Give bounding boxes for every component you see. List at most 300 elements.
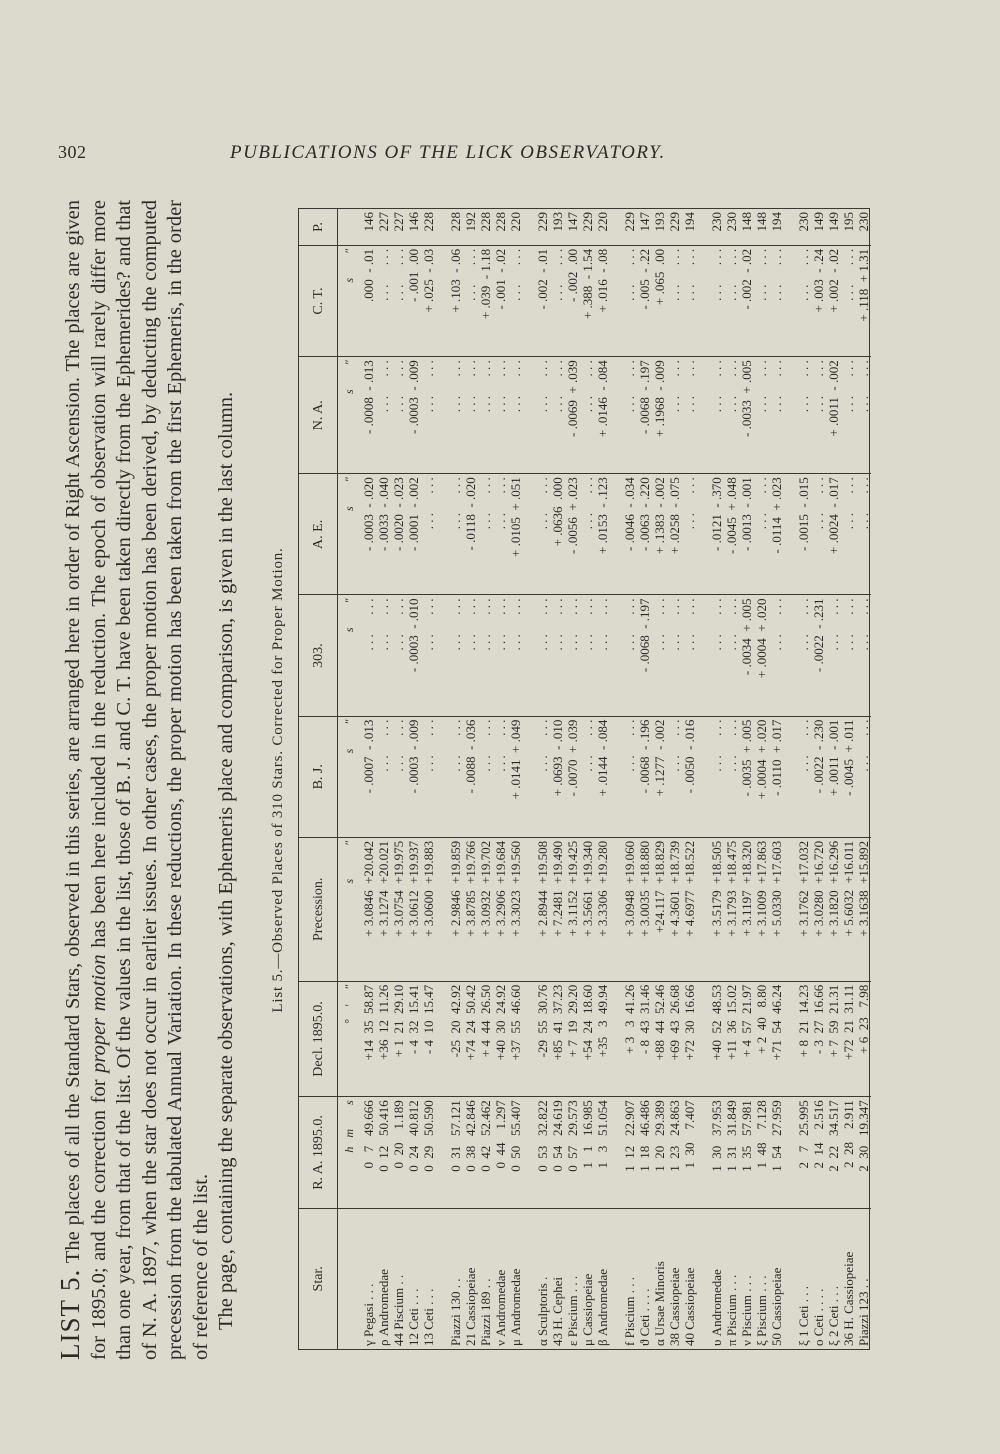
value-cell: . . . . . . bbox=[361, 595, 376, 716]
value-cell: + .0004 + .020 bbox=[754, 716, 769, 837]
star-table-frame bbox=[298, 208, 870, 1350]
column-header: A. E. bbox=[299, 474, 338, 595]
value-cell: - .0033 - .040 bbox=[376, 474, 391, 595]
value-cell: + 3 3 41.26 bbox=[610, 981, 637, 1096]
intro-text-a: The places of all the Standard Stars, observed in this series, are arranged here in order of Right Ascension. The places are given for 1895.0; and the correction for bbox=[62, 200, 110, 1360]
value-cell: . . . . . . bbox=[667, 595, 682, 716]
value-cell: +54 24 18.60 bbox=[580, 981, 595, 1096]
value-cell: 2 28 2.911 bbox=[841, 1097, 856, 1208]
value-cell: + 7 59 21.31 bbox=[826, 981, 841, 1096]
value-cell: 1 48 7.128 bbox=[754, 1097, 769, 1208]
value-cell: 1 30 7.407 bbox=[682, 1097, 697, 1208]
value-cell: + 3.0035 +18.880 bbox=[637, 837, 652, 981]
value-cell: 0 42 52.462 bbox=[478, 1097, 493, 1208]
table-row bbox=[667, 209, 682, 1349]
value-cell: 0 7 49.666 bbox=[361, 1097, 376, 1208]
value-cell: - .002 - .02 bbox=[739, 245, 754, 356]
table-row bbox=[739, 209, 754, 1349]
table-header-row bbox=[299, 209, 338, 1349]
value-cell: - .002 .00 bbox=[565, 245, 580, 356]
value-cell: + 6 23 7.98 bbox=[856, 981, 871, 1096]
value-cell: 0 38 42.846 bbox=[463, 1097, 478, 1208]
value-cell: 230 bbox=[796, 212, 811, 232]
value-cell: - .0068 - .196 bbox=[637, 716, 652, 837]
intro-emphasis: proper motion bbox=[87, 954, 110, 1073]
value-cell: - 4 10 15.47 bbox=[421, 981, 436, 1096]
table-body bbox=[338, 209, 872, 1349]
column-header: C. T. bbox=[299, 245, 338, 356]
value-cell: . . . . . . bbox=[436, 357, 463, 474]
table-row bbox=[391, 209, 406, 1349]
value-cell: + 3.2906 +19.684 bbox=[493, 837, 508, 981]
table-row bbox=[421, 209, 436, 1349]
unit-cell: s ″ bbox=[338, 716, 362, 837]
value-cell: 0 31 57.121 bbox=[436, 1097, 463, 1208]
value-cell: + .065 .00 bbox=[652, 245, 667, 356]
value-cell: - .0003 - .009 bbox=[406, 357, 421, 474]
table-row bbox=[811, 209, 826, 1349]
value-cell: +74 24 50.42 bbox=[463, 981, 478, 1096]
unit-cell bbox=[338, 209, 362, 245]
value-cell: . . . . . . bbox=[523, 595, 550, 716]
column-header: Precession. bbox=[299, 837, 338, 981]
rotated-page-content bbox=[50, 180, 880, 1380]
value-cell: + .1968 - .009 bbox=[652, 357, 667, 474]
star-name-cell: μ Andromedae bbox=[508, 1208, 523, 1349]
value-cell: . . . . . . bbox=[421, 716, 436, 837]
value-cell: + 7 19 29.20 bbox=[565, 981, 580, 1096]
value-cell: + 2.9846 +19.859 bbox=[436, 837, 463, 981]
value-cell: - .002 - .01 bbox=[523, 245, 550, 356]
value-cell: + .0141 + .049 bbox=[508, 716, 523, 837]
value-cell: +69 43 26.68 bbox=[667, 981, 682, 1096]
value-cell: + .0105 + .051 bbox=[508, 474, 523, 595]
value-cell: - .0068 - .197 bbox=[637, 595, 652, 716]
list-lead: LIST 5. bbox=[55, 1268, 85, 1360]
star-name-cell: 40 Cassiopeiae bbox=[682, 1208, 697, 1349]
column-header: R. A. 1895.0. bbox=[299, 1097, 338, 1208]
value-cell: . . . . . . bbox=[463, 595, 478, 716]
table-row bbox=[376, 209, 391, 1349]
unit-cell: s ″ bbox=[338, 245, 362, 356]
value-cell: 0 29 50.590 bbox=[421, 1097, 436, 1208]
value-cell: + .118 + 1.31 bbox=[856, 245, 871, 356]
value-cell: . . . . . . bbox=[376, 245, 391, 356]
value-cell: . . . . . . bbox=[856, 357, 871, 474]
value-cell: - .0045 + .048 bbox=[724, 474, 739, 595]
value-cell: 0 54 24.619 bbox=[550, 1097, 565, 1208]
running-head: PUBLICATIONS OF THE LICK OBSERVATORY. bbox=[230, 142, 666, 163]
value-cell: . . . . . . bbox=[550, 595, 565, 716]
value-cell: 228 bbox=[478, 212, 493, 232]
value-cell: - .0056 + .023 bbox=[565, 474, 580, 595]
value-cell: . . . . . . bbox=[856, 474, 871, 595]
table-caption: List 5.—Observed Places of 310 Stars. Corrected for Proper Motion. bbox=[270, 547, 286, 1013]
value-cell: . . . . . . bbox=[724, 245, 739, 356]
star-name-cell: Piazzi 123 . . bbox=[856, 1208, 871, 1349]
value-cell: . . . . . . bbox=[478, 474, 493, 595]
intro-text-b: has been here included in the reduction. The epoch of observation will rarely differ more than one year, from that of the list. Of the values in the list, those of B. J. and C. T. have been taken directly from the Ephemerides? and that of N. A. 1897, when the star does not occur in earlier issues. In other cases, the proper motion has been derived, by deducting the computed precession from the tabulated Annual Variation. In these reductions, the proper motion has been taken from the first Ephemeris, in the order of reference of the list. bbox=[87, 200, 212, 1360]
value-cell: . . . . . . bbox=[463, 245, 478, 356]
value-cell: . . . . . . bbox=[841, 357, 856, 474]
value-cell: . . . . . . bbox=[784, 357, 811, 474]
page-number: 302 bbox=[58, 142, 87, 162]
value-cell: 230 bbox=[709, 212, 724, 232]
star-name-cell: ρ Andromedae bbox=[376, 1208, 391, 1349]
star-name-cell: 44 Piscium . . bbox=[391, 1208, 406, 1349]
value-cell: + .103 - .06 bbox=[436, 245, 463, 356]
star-name-cell: α Sculptoris . bbox=[523, 1208, 550, 1349]
value-cell: + .002 - .02 bbox=[826, 245, 841, 356]
value-cell: . . . . . . bbox=[508, 245, 523, 356]
table-row bbox=[610, 209, 637, 1349]
value-cell: +36 12 11.26 bbox=[376, 981, 391, 1096]
value-cell: . . . . . . bbox=[784, 245, 811, 356]
value-cell: . . . . . . bbox=[697, 245, 724, 356]
unit-cell: h m s bbox=[338, 1097, 362, 1208]
value-cell: . . . . . . bbox=[697, 357, 724, 474]
units-row bbox=[338, 209, 362, 1349]
table-row bbox=[508, 209, 523, 1349]
value-cell: . . . . . . bbox=[421, 595, 436, 716]
value-cell: . . . . . . bbox=[391, 595, 406, 716]
value-cell: . . . . . . bbox=[580, 474, 595, 595]
value-cell: . . . . . . bbox=[769, 595, 784, 716]
value-cell: 193 bbox=[550, 212, 565, 232]
value-cell: . . . . . . bbox=[523, 716, 550, 837]
column-header: Decl. 1895.0. bbox=[299, 981, 338, 1096]
value-cell: + 3.3023 +19.560 bbox=[508, 837, 523, 981]
value-cell: . . . . . . bbox=[436, 595, 463, 716]
value-cell: + 4.6977 +18.522 bbox=[682, 837, 697, 981]
star-name-cell: ξ 1 Ceti . . . bbox=[784, 1208, 811, 1349]
star-name-cell: 36 H. Cassiopeiae bbox=[841, 1208, 856, 1349]
table-row bbox=[856, 209, 871, 1349]
star-name-cell: ν Piscium . . . bbox=[739, 1208, 754, 1349]
value-cell: +40 52 48.53 bbox=[697, 981, 724, 1096]
value-cell: . . . . . . bbox=[610, 716, 637, 837]
value-cell: - .0034 + .005 bbox=[739, 595, 754, 716]
value-cell: . . . . . . bbox=[580, 595, 595, 716]
value-cell: - .0068 - .197 bbox=[637, 357, 652, 474]
value-cell: . . . . . . bbox=[754, 357, 769, 474]
value-cell: + 3.3306 +19.280 bbox=[595, 837, 610, 981]
value-cell: + .1383 - .002 bbox=[652, 474, 667, 595]
value-cell: +85 41 37.23 bbox=[550, 981, 565, 1096]
value-cell: . . . . . . bbox=[550, 245, 565, 356]
star-name-cell: ο Ceti . . . . bbox=[811, 1208, 826, 1349]
value-cell: + 3.0754 +19.975 bbox=[391, 837, 406, 981]
value-cell: 0 12 50.416 bbox=[376, 1097, 391, 1208]
value-cell: . . . . . . bbox=[697, 716, 724, 837]
value-cell: + .1277 - .002 bbox=[652, 716, 667, 837]
star-name-cell: ϑ Ceti . . . . bbox=[637, 1208, 652, 1349]
value-cell: . . . . . . bbox=[841, 474, 856, 595]
value-cell: . . . . . . bbox=[826, 595, 841, 716]
value-cell: 2 30 19.347 bbox=[856, 1097, 871, 1208]
table-row bbox=[550, 209, 565, 1349]
value-cell: 228 bbox=[421, 212, 436, 232]
value-cell: . . . . . . bbox=[856, 716, 871, 837]
value-cell: . . . . . . bbox=[595, 595, 610, 716]
value-cell: . . . . . . bbox=[376, 357, 391, 474]
value-cell: . . . . . . bbox=[724, 595, 739, 716]
value-cell: + .0144 - .084 bbox=[595, 716, 610, 837]
value-cell: + .0146 - .084 bbox=[595, 357, 610, 474]
table-row bbox=[637, 209, 652, 1349]
value-cell: 193 bbox=[652, 212, 667, 232]
value-cell: + 5.6032 +16.011 bbox=[841, 837, 856, 981]
value-cell: + 3.5661 +19.340 bbox=[580, 837, 595, 981]
star-name-cell: ξ 2 Ceti . . . bbox=[826, 1208, 841, 1349]
value-cell: - .0020 - .023 bbox=[391, 474, 406, 595]
star-name-cell: 43 H. Cephei bbox=[550, 1208, 565, 1349]
value-cell: . . . . . . bbox=[391, 357, 406, 474]
value-cell: 2 22 34.517 bbox=[826, 1097, 841, 1208]
value-cell: -29 55 30.76 bbox=[523, 981, 550, 1096]
unit-cell: s ″ bbox=[338, 357, 362, 474]
value-cell: . . . . . . bbox=[682, 474, 697, 595]
table-row bbox=[436, 209, 463, 1349]
value-cell: + 3.1197 +18.320 bbox=[739, 837, 754, 981]
value-cell: . . . . . . bbox=[376, 716, 391, 837]
table-row bbox=[682, 209, 697, 1349]
value-cell: . . . . . . bbox=[580, 357, 595, 474]
value-cell: 227 bbox=[376, 212, 391, 232]
value-cell: 1 31 31.849 bbox=[724, 1097, 739, 1208]
value-cell: - .0069 + .039 bbox=[565, 357, 580, 474]
value-cell: . . . . . . bbox=[478, 357, 493, 474]
value-cell: 149 bbox=[826, 212, 841, 232]
value-cell: . . . . . . bbox=[550, 357, 565, 474]
unit-cell: s ″ bbox=[338, 837, 362, 981]
table-row bbox=[580, 209, 595, 1349]
value-cell: 0 50 55.407 bbox=[508, 1097, 523, 1208]
value-cell: 0 24 40.812 bbox=[406, 1097, 421, 1208]
value-cell: + 3.1793 +18.475 bbox=[724, 837, 739, 981]
value-cell: + 2.8944 +19.508 bbox=[523, 837, 550, 981]
table-row bbox=[595, 209, 610, 1349]
value-cell: . . . . . . bbox=[811, 474, 826, 595]
value-cell: + 3.0948 +19.060 bbox=[610, 837, 637, 981]
value-cell: - .0022 - .230 bbox=[811, 716, 826, 837]
value-cell: +72 30 16.66 bbox=[682, 981, 697, 1096]
value-cell: 230 bbox=[856, 212, 871, 232]
value-cell: 192 bbox=[463, 212, 478, 232]
value-cell: . . . . . . bbox=[652, 595, 667, 716]
value-cell: +71 54 46.24 bbox=[769, 981, 784, 1096]
value-cell: 0 20 1.189 bbox=[391, 1097, 406, 1208]
value-cell: + 8 21 14.23 bbox=[784, 981, 811, 1096]
value-cell: + 2 40 8.80 bbox=[754, 981, 769, 1096]
value-cell: 228 bbox=[448, 212, 463, 232]
value-cell: . . . . . . bbox=[682, 595, 697, 716]
table-row bbox=[754, 209, 769, 1349]
value-cell: +72 21 31.11 bbox=[841, 981, 856, 1096]
value-cell: . . . . . . bbox=[493, 595, 508, 716]
value-cell: - .0088 - .036 bbox=[463, 716, 478, 837]
value-cell: 148 bbox=[754, 212, 769, 232]
value-cell: 146 bbox=[406, 212, 421, 232]
value-cell: 229 bbox=[535, 212, 550, 232]
value-cell: - .001 .00 bbox=[406, 245, 421, 356]
value-cell: +37 55 46.60 bbox=[508, 981, 523, 1096]
value-cell: + 3.5179 +18.505 bbox=[697, 837, 724, 981]
value-cell: . . . . . . bbox=[493, 357, 508, 474]
value-cell: + 3.1274 +20.021 bbox=[376, 837, 391, 981]
value-cell: - .0013 - .001 bbox=[739, 474, 754, 595]
value-cell: . . . . . . bbox=[784, 716, 811, 837]
value-cell: . . . . . . bbox=[523, 357, 550, 474]
value-cell: - .0007 - .013 bbox=[361, 716, 376, 837]
value-cell: 1 54 27.959 bbox=[769, 1097, 784, 1208]
value-cell: - .0118 - .020 bbox=[463, 474, 478, 595]
value-cell: +24.117 +18.829 bbox=[652, 837, 667, 981]
unit-cell: s ″ bbox=[338, 474, 362, 595]
value-cell: 230 bbox=[724, 212, 739, 232]
value-cell: - .0022 - .231 bbox=[811, 595, 826, 716]
unit-cell bbox=[338, 1208, 362, 1349]
value-cell: . . . . . . bbox=[667, 716, 682, 837]
value-cell: 227 bbox=[391, 212, 406, 232]
star-name-cell: 12 Ceti . . . bbox=[406, 1208, 421, 1349]
value-cell: 229 bbox=[622, 212, 637, 232]
column-header: P. bbox=[299, 209, 338, 245]
value-cell: . . . . . . bbox=[784, 595, 811, 716]
star-name-cell: 21 Cassiopeiae bbox=[463, 1208, 478, 1349]
value-cell: . . . . . . bbox=[841, 245, 856, 356]
table-row bbox=[769, 209, 784, 1349]
value-cell: 147 bbox=[565, 212, 580, 232]
value-cell: - .0033 + .005 bbox=[739, 357, 754, 474]
value-cell: - .0110 + .017 bbox=[769, 716, 784, 837]
value-cell: +35 3 49.94 bbox=[595, 981, 610, 1096]
value-cell: -25 20 42.92 bbox=[436, 981, 463, 1096]
star-name-cell: Piazzi 130 . . bbox=[436, 1208, 463, 1349]
value-cell: + .0024 - .017 bbox=[826, 474, 841, 595]
table-row bbox=[478, 209, 493, 1349]
value-cell: - .0070 + .039 bbox=[565, 716, 580, 837]
value-cell: 195 bbox=[841, 212, 856, 232]
star-name-cell: ε Piscium . . . bbox=[565, 1208, 580, 1349]
value-cell: + .003 - .24 bbox=[811, 245, 826, 356]
value-cell: + 3.1762 +17.032 bbox=[784, 837, 811, 981]
value-cell: + .016 - .08 bbox=[595, 245, 610, 356]
value-cell: . . . . . . bbox=[436, 716, 463, 837]
value-cell: . . . . . . bbox=[610, 357, 637, 474]
table-row bbox=[493, 209, 508, 1349]
value-cell: .000 - .01 bbox=[361, 245, 376, 356]
value-cell: + 4.3601 +18.739 bbox=[667, 837, 682, 981]
value-cell: +40 30 24.92 bbox=[493, 981, 508, 1096]
value-cell: . . . . . . bbox=[436, 474, 463, 595]
column-header: B. J. bbox=[299, 716, 338, 837]
value-cell: + .039 - 1.18 bbox=[478, 245, 493, 356]
value-cell: . . . . . . bbox=[391, 245, 406, 356]
table-row bbox=[841, 209, 856, 1349]
value-cell: 2 14 2.516 bbox=[811, 1097, 826, 1208]
value-cell: 148 bbox=[739, 212, 754, 232]
value-cell: . . . . . . bbox=[376, 595, 391, 716]
value-cell: 146 bbox=[361, 212, 376, 232]
value-cell: - .0114 + .023 bbox=[769, 474, 784, 595]
intro-paragraph-1 bbox=[55, 200, 214, 1360]
value-cell: 2 7 25.995 bbox=[784, 1097, 811, 1208]
value-cell: . . . . . . bbox=[697, 595, 724, 716]
column-header: N. A. bbox=[299, 357, 338, 474]
value-cell: + .0258 - .075 bbox=[667, 474, 682, 595]
value-cell: 149 bbox=[811, 212, 826, 232]
star-name-cell: ξ Piscium . . . bbox=[754, 1208, 769, 1349]
value-cell: . . . . . . bbox=[478, 595, 493, 716]
value-cell: . . . . . . bbox=[610, 245, 637, 356]
value-cell: 1 20 29.389 bbox=[652, 1097, 667, 1208]
value-cell: . . . . . . bbox=[421, 357, 436, 474]
value-cell: +11 36 15.02 bbox=[724, 981, 739, 1096]
value-cell: 0 44 1.297 bbox=[493, 1097, 508, 1208]
value-cell: . . . . . . bbox=[682, 357, 697, 474]
value-cell: . . . . . . bbox=[667, 357, 682, 474]
value-cell: 220 bbox=[595, 212, 610, 232]
table-row bbox=[565, 209, 580, 1349]
value-cell: - .0050 - .016 bbox=[682, 716, 697, 837]
value-cell: . . . . . . bbox=[565, 595, 580, 716]
value-cell: . . . . . . bbox=[682, 245, 697, 356]
value-cell: + .0011 - .001 bbox=[826, 716, 841, 837]
value-cell: + 3.1009 +17.863 bbox=[754, 837, 769, 981]
value-cell: 228 bbox=[493, 212, 508, 232]
table-row bbox=[463, 209, 478, 1349]
value-cell: 194 bbox=[682, 212, 697, 232]
value-cell: +88 44 52.46 bbox=[652, 981, 667, 1096]
column-header: Star. bbox=[299, 1208, 338, 1349]
value-cell: + 3.8785 +19.766 bbox=[463, 837, 478, 981]
unit-cell: s ″ bbox=[338, 595, 362, 716]
star-name-cell: f Piscium . . . bbox=[610, 1208, 637, 1349]
value-cell: . . . . . . bbox=[508, 595, 523, 716]
value-cell: . . . . . . bbox=[391, 716, 406, 837]
value-cell: 147 bbox=[637, 212, 652, 232]
star-name-cell: 13 Ceti . . . bbox=[421, 1208, 436, 1349]
star-name-cell: β Andromedae bbox=[595, 1208, 610, 1349]
value-cell: + .0011 - .002 bbox=[826, 357, 841, 474]
value-cell: . . . . . . bbox=[754, 474, 769, 595]
value-cell: . . . . . . bbox=[856, 595, 871, 716]
value-cell: + 3.0932 +19.702 bbox=[478, 837, 493, 981]
value-cell: + 3.1638 +15.892 bbox=[856, 837, 871, 981]
value-cell: + 7.2481 +19.490 bbox=[550, 837, 565, 981]
value-cell: 1 1 16.985 bbox=[580, 1097, 595, 1208]
value-cell: - .0063 - .220 bbox=[637, 474, 652, 595]
value-cell: + 3.1820 +16.296 bbox=[826, 837, 841, 981]
value-cell: 1 3 51.054 bbox=[595, 1097, 610, 1208]
star-name-cell: π Piscium . . . bbox=[724, 1208, 739, 1349]
table-row bbox=[784, 209, 811, 1349]
value-cell: . . . . . . bbox=[463, 357, 478, 474]
value-cell: - .005 - .22 bbox=[637, 245, 652, 356]
value-cell: - .001 - .02 bbox=[493, 245, 508, 356]
star-name-cell: 50 Cassiopeiae bbox=[769, 1208, 784, 1349]
value-cell: 1 18 46.486 bbox=[637, 1097, 652, 1208]
star-table bbox=[299, 209, 871, 1349]
star-name-cell: Piazzi 189 . . bbox=[478, 1208, 493, 1349]
value-cell: + 3.0600 +19.883 bbox=[421, 837, 436, 981]
value-cell: . . . . . . bbox=[580, 716, 595, 837]
value-cell: - .0045 + .011 bbox=[841, 716, 856, 837]
column-header: 303. bbox=[299, 595, 338, 716]
value-cell: . . . . . . bbox=[769, 357, 784, 474]
value-cell: + .388 - 1.54 bbox=[580, 245, 595, 356]
